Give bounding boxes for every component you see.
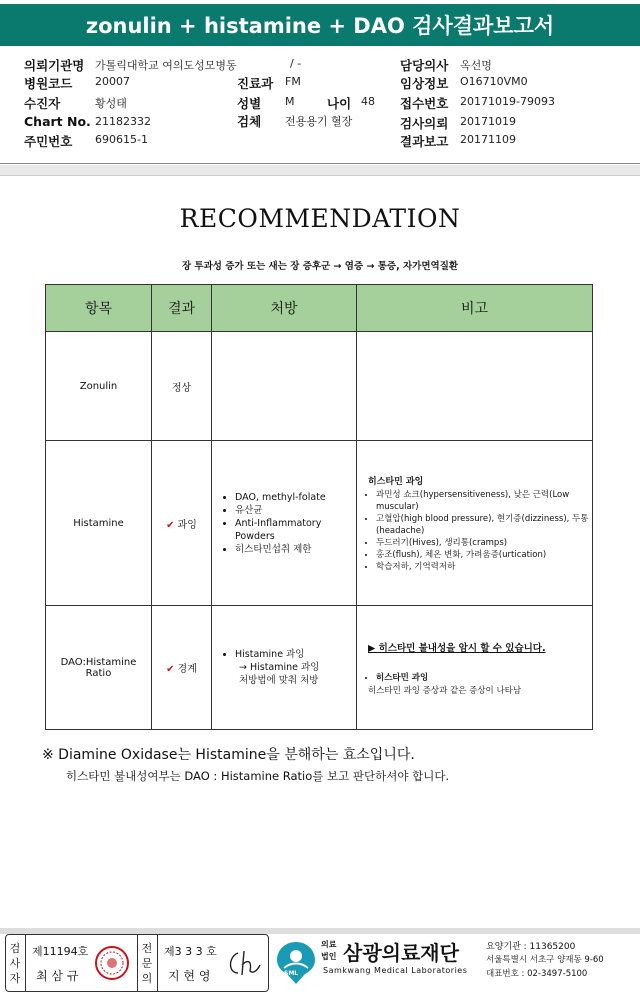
patient-value: 황성태 [95, 97, 127, 110]
institution-label: 의뢰기관명 [24, 58, 85, 73]
sex-label: 성별 [237, 96, 262, 111]
reviewer-label: 전문의 [141, 941, 153, 985]
reception-label: 접수번호 [400, 96, 449, 111]
address: 서울특별시 서초구 양재동 9-60 [486, 955, 604, 965]
specimen-label: 검체 [237, 114, 262, 129]
row-histamine-prescription [212, 441, 357, 606]
table-row [46, 441, 593, 606]
examiner-number: 제11194호 [32, 945, 89, 958]
table-header-row [46, 285, 593, 332]
row-ratio-result-cell [152, 606, 212, 730]
header-note: 비고 [357, 285, 593, 332]
note-item: • 과민성 쇼크(hypersensitiveness), 낮은 근력(Low muscular) [376, 489, 591, 513]
prescription-item: • Histamine 과잉 [235, 648, 355, 661]
report-label: 결과보고 [400, 134, 449, 149]
id-label: 주민번호 [24, 134, 73, 149]
row-zonulin-note [357, 332, 593, 441]
table-row [46, 332, 593, 441]
check-icon: ✔ [166, 664, 175, 675]
row-histamine-result-cell [152, 441, 212, 606]
clinical-value: O16710VM0 [460, 75, 528, 88]
org-name: 삼광의료재단 [343, 941, 459, 965]
row-zonulin-item: Zonulin [46, 332, 152, 441]
table-row [46, 606, 593, 730]
prescription-item: • Anti-Inflammatory Powders [235, 517, 355, 543]
footnote-ratio: 히스타민 불내성여부는 DAO : Histamine Ratio를 보고 판단하셔야 합니다. [66, 769, 450, 783]
check-icon: ✔ [166, 519, 175, 531]
chart-label: Chart No. [24, 114, 91, 129]
row-histamine-result: 과잉 [177, 519, 197, 531]
chart-value: 21182332 [95, 115, 151, 128]
recommendation-table [45, 284, 593, 730]
patient-info-section [0, 52, 640, 156]
section-gap [0, 165, 640, 175]
phone: 대표번호 : 02-3497-5100 [486, 969, 588, 979]
note-warning: ▶ 히스타민 불내성을 암시 할 수 있습니다. [368, 642, 546, 654]
sex-value: M [285, 95, 295, 108]
note-item: • 학습저하, 기억력저하 [376, 561, 591, 573]
row-histamine-note [357, 441, 593, 606]
prescription-line: 처방법에 맞춰 처방 [239, 675, 319, 686]
org-name-en: Samkwang Medical Laboratories [323, 966, 468, 975]
report-footer [5, 934, 635, 992]
row-ratio-prescription [212, 606, 357, 730]
doctor-value: 옥선명 [460, 59, 492, 72]
row-zonulin-prescription [212, 332, 357, 441]
note-item: • 두드러기(Hives), 생리통(cramps) [376, 537, 591, 549]
reviewer-name: 지 현 영 [168, 969, 211, 983]
request-value: 20171019 [460, 115, 516, 128]
logo-text: SML [284, 970, 299, 977]
org-prefix-top: 의료 [321, 940, 337, 949]
info-divider [0, 163, 640, 164]
row-ratio-note [357, 606, 593, 730]
note-title: 히스타민 과잉 [368, 476, 424, 487]
org-prefix-bottom: 법인 [321, 952, 337, 961]
patient-label: 수진자 [24, 96, 61, 111]
hospital-code-label: 병원코드 [24, 76, 73, 91]
row-ratio-item: DAO:Histamine Ratio [46, 606, 152, 730]
reviewer-number: 제3 3 3 호 [164, 945, 217, 958]
row-histamine-item: Histamine [46, 441, 152, 606]
header-item: 항목 [46, 285, 152, 332]
care-code: 요양기관 : 11365200 [486, 942, 576, 952]
examiner-name: 최 삼 규 [36, 969, 79, 983]
prescription-arrow-line: → Histamine 과잉 [239, 662, 320, 673]
clinical-label: 임상정보 [400, 76, 449, 91]
institution-extra: / - [290, 57, 302, 70]
signature-separator [25, 935, 26, 991]
request-label: 검사의뢰 [400, 116, 449, 131]
header-result: 결과 [152, 285, 212, 332]
report-value: 20171109 [460, 133, 516, 146]
report-title-bar [0, 4, 640, 46]
institution-value: 가톨릭대학교 여의도성모병동 [95, 59, 237, 72]
prescription-item: • DAO, methyl-folate [235, 491, 355, 504]
sml-logo-icon [271, 938, 321, 988]
footnote-dao: ※ Diamine Oxidase는 Histamine을 분해하는 효소입니다. [42, 747, 415, 763]
report-title: zonulin + histamine + DAO 검사결과보고서 [85, 14, 555, 38]
reception-value: 20171019-79093 [460, 95, 555, 108]
signature-separator [157, 935, 158, 991]
signature-icon [224, 947, 264, 979]
prescription-item: • 유산균 [235, 504, 355, 517]
examiner-label: 검사자 [9, 941, 21, 985]
doctor-label: 담당의사 [400, 58, 449, 73]
row-ratio-result: 경계 [177, 664, 197, 675]
recommendation-subtitle: 장 투과성 증가 또는 새는 장 증후군 → 염증 → 통증, 자가면역질환 [181, 261, 459, 272]
age-label: 나이 [327, 96, 352, 111]
signature-box [5, 934, 269, 992]
hospital-code-value: 20007 [95, 75, 130, 88]
age-value: 48 [361, 95, 375, 108]
note-item: • 고혈압(high blood pressure), 현기증(dizziness), 두통(headache) [376, 513, 591, 537]
recommendation-title: RECOMMENDATION [179, 204, 461, 233]
section-divider [0, 175, 640, 176]
row-zonulin-result: 정상 [152, 332, 212, 441]
department-value: FM [285, 75, 301, 88]
examiner-seal-icon [94, 945, 130, 981]
note-item: • 홍조(flush), 체온 변화, 가려움증(urtication) [376, 549, 591, 561]
id-value: 690615-1 [95, 133, 148, 146]
note-item: • 히스타민 과잉 [376, 672, 591, 684]
note-plain: 히스타민 과잉 증상과 같은 증상이 나타남 [368, 685, 522, 696]
prescription-item: • 히스타민섭취 제한 [235, 543, 355, 556]
department-label: 진료과 [237, 76, 274, 91]
specimen-value: 전용용기 혈장 [285, 115, 353, 128]
header-prescription: 처방 [212, 285, 357, 332]
